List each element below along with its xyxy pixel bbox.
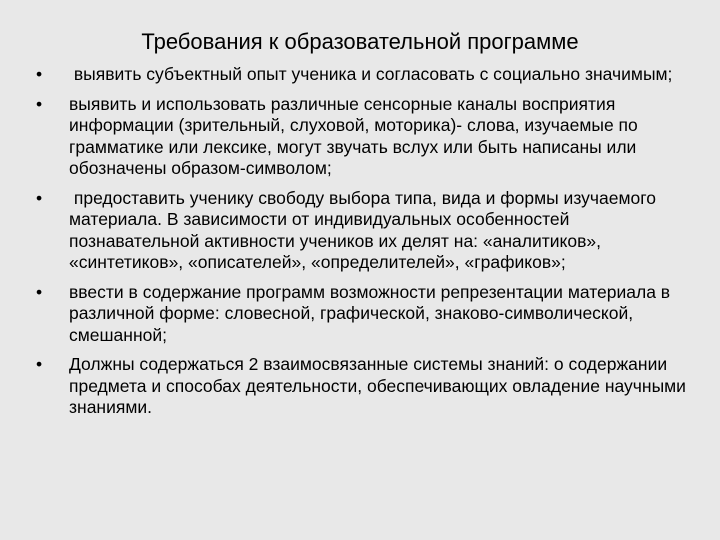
bullet-icon: • — [36, 93, 43, 114]
bullet-text: ввести в содержание программ возможности репрезентации материала в различной форме: словесной, графической, знаково-символической, смешанной; — [69, 281, 675, 345]
bullet-item — [36, 94, 696, 180]
slide-title: Требования к образовательной программе — [141, 29, 579, 54]
bullet-item — [36, 282, 696, 347]
bullet-icon: • — [36, 64, 43, 84]
bullet-list — [36, 64, 696, 427]
bullet-text: выявить субъектный опыт ученика и согласовать с социально значимым; — [69, 64, 673, 84]
bullet-text: предоставить ученику свободу выбора типа, вида и формы изучаемого материала. В зависимости от индивидуальных особенностей познавательной активности учеников их делят на: «аналитиков», «синтетиков», «описателей», «определителей», «графиков»; — [69, 187, 661, 272]
bullet-icon: • — [36, 354, 43, 374]
bullet-text: Должны содержаться 2 взаимосвязанные системы знаний: о содержании предмета и способах деятельности, обеспечивающих овладение научными знаниями. — [69, 354, 696, 417]
bullet-icon: • — [36, 187, 43, 208]
bullet-item — [36, 188, 696, 274]
bullet-icon: • — [36, 281, 43, 302]
bullet-text: выявить и использовать различные сенсорные каналы восприятия информации (зрительный, слуховой, моторика)- слова, изучаемые по грамматике или лексике, могут звучать вслух или быть написаны или обозначены образом-символом; — [69, 93, 643, 178]
bullet-item — [36, 354, 696, 419]
bullet-item — [36, 64, 696, 86]
